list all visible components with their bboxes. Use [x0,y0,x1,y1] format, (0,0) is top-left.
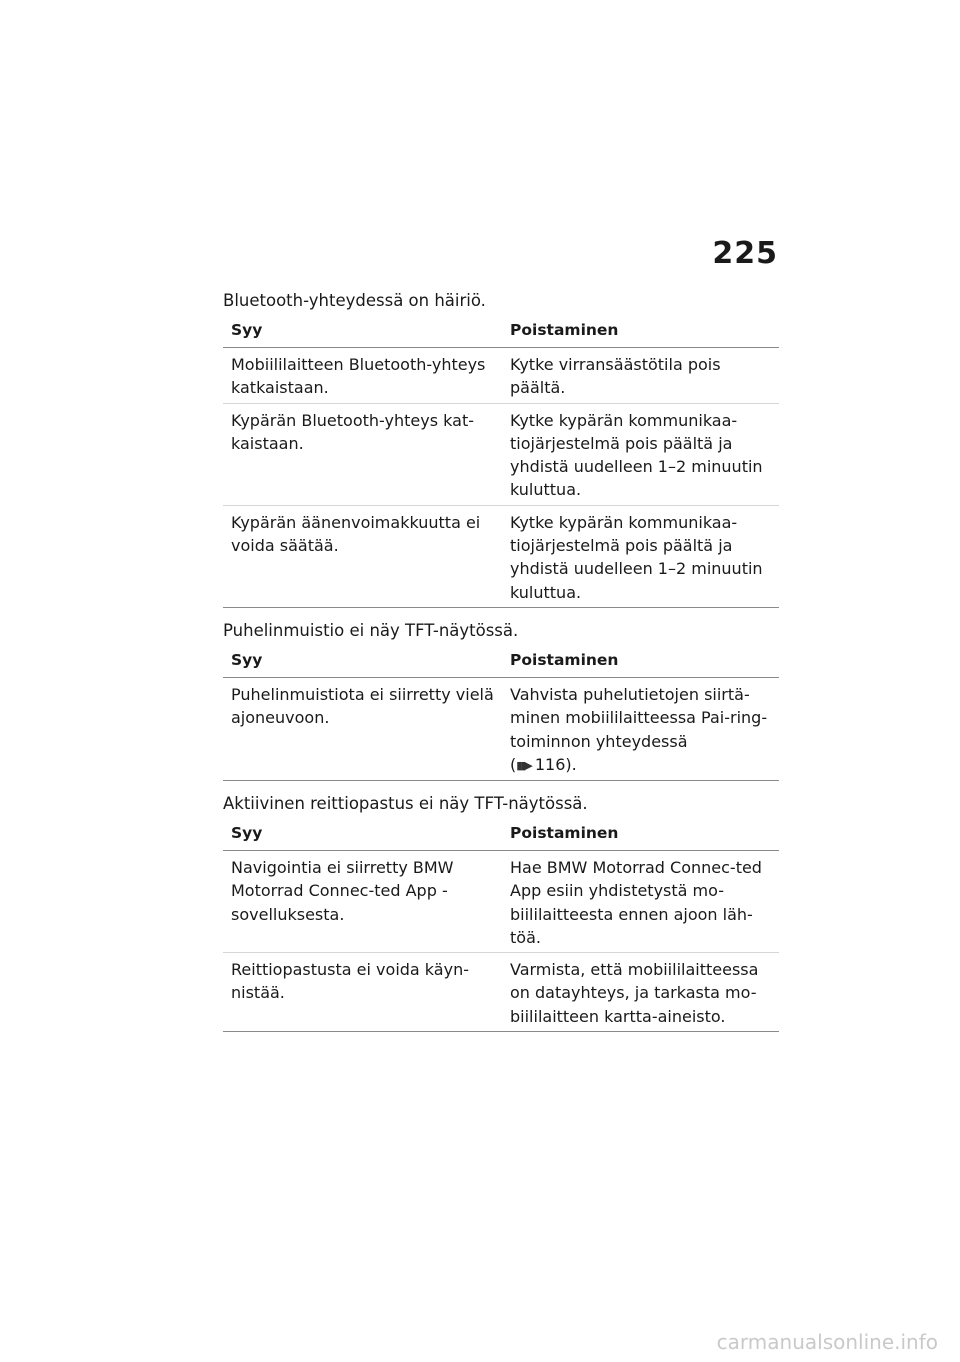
fix-cell: Kytke kypärän kommunikaa-tiojärjestelmä pois päältä ja yhdistä uudelleen 1–2 minuutin kuluttua. [502,505,779,607]
table-header-row [223,315,779,348]
arrow-right-icon: ▮▮▶ [516,758,531,772]
page-reference-link[interactable]: 116). [534,754,577,774]
section-title: Bluetooth-yhteydessä on häiriö. [223,291,486,310]
cause-cell: Puhelinmuistiota ei siirretty vielä ajoneuvoon. [223,677,502,780]
fix-cell: Kytke kypärän kommunikaa-tiojärjestelmä pois päältä ja yhdistä uudelleen 1–2 minuutin kuluttua. [502,403,779,505]
column-header-cause: Syy [223,645,502,678]
cause-cell: Kypärän äänenvoimakkuutta ei voida säätää. [223,505,502,607]
troubleshooting-table [223,818,779,1032]
table-row [223,348,779,404]
troubleshooting-table [223,645,779,781]
cause-cell: Navigointia ei siirretty BMW Motorrad Connec-ted App -sovelluksesta. [223,851,502,953]
ref-open: ( [510,754,517,774]
column-header-fix: Poistaminen [502,818,779,851]
column-header-fix: Poistaminen [502,645,779,678]
section-navigation [223,793,779,1032]
table-row [223,505,779,607]
section-title: Aktiivinen reittiopastus ei näy TFT-näytössä. [223,794,588,813]
cause-cell: Mobiililaitteen Bluetooth-yhteys katkaistaan. [223,348,502,404]
table-row [223,677,779,780]
fix-cell [502,677,779,780]
section-phonebook [223,620,779,781]
column-header-cause: Syy [223,315,502,348]
watermark: carmanualsonline.info [716,1330,938,1354]
table-header-row [223,818,779,851]
cause-cell: Reittiopastusta ei voida käyn-nistää. [223,953,502,1032]
table-header-row [223,645,779,678]
fix-cell: Hae BMW Motorrad Connec-ted App esiin yhdistetystä mo-biililaitteesta ennen ajoon läh-töä. [502,851,779,953]
section-title: Puhelinmuistio ei näy TFT-näytössä. [223,620,519,640]
fix-cell: Kytke virransäästötila pois päältä. [502,348,779,404]
table-row [223,851,779,953]
page-content [223,290,779,1044]
fix-cell: Varmista, että mobiililaitteessa on datayhteys, ja tarkasta mo-biililaitteen kartta-aineisto. [502,953,779,1032]
table-row [223,953,779,1032]
page-number: 225 [712,236,778,271]
section-bluetooth [223,290,779,608]
fix-text: Vahvista puhelutietojen siirtä-minen mobiililaitteessa Pai-ring-toiminnon yhteydessä [510,684,768,751]
column-header-cause: Syy [223,818,502,851]
cause-cell: Kypärän Bluetooth-yhteys kat-kaistaan. [223,403,502,505]
column-header-fix: Poistaminen [502,315,779,348]
troubleshooting-table [223,315,779,608]
table-row [223,403,779,505]
